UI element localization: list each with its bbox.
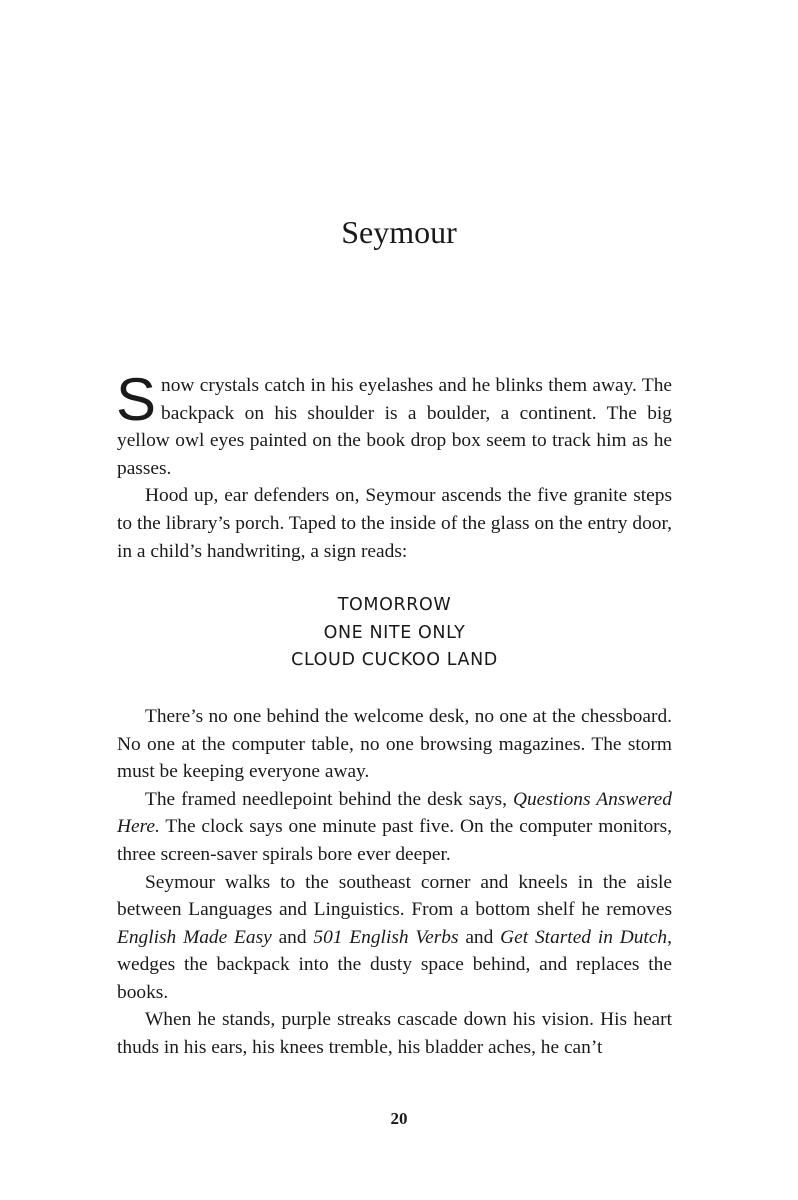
paragraph-5-text-b: and <box>271 926 314 948</box>
paragraph-3: There’s no one behind the welcome desk, no one at the chessboard. No one at the computer table, no one browsing magazines. The storm must be keeping everyone away. <box>117 705 672 783</box>
book-title-get-started-in-dutch: Get Started in Dutch <box>500 926 668 948</box>
chapter-title: Seymour <box>341 214 457 250</box>
paragraph-5-text-a: Seymour walks to the southeast corner and kneels in the aisle between Languages and Linguistics. From a bottom shelf he removes <box>117 871 672 921</box>
paragraph-5 <box>117 869 672 1007</box>
page-number: 20 <box>390 1109 408 1128</box>
paragraph-4-italic-a: Questions Answered Here. <box>117 788 672 838</box>
body-text <box>116 366 672 1062</box>
sign-line-3: CLOUD CUCKOO LAND <box>291 650 498 671</box>
sign-line-1: TOMORROW <box>337 595 452 616</box>
sign-line-2: ONE NITE ONLY <box>323 622 466 643</box>
sign-text <box>117 592 672 675</box>
paragraph-2: Hood up, ear defenders on, Seymour ascends the five granite steps to the library’s porch. Taped to the inside of the glass on the entry door, in a child’s handwriting, a sign reads: <box>117 485 672 562</box>
paragraph-6: When he stands, purple streaks cascade down his vision. His heart thuds in his ears, his knees tremble, his bladder aches, he can’t <box>117 1009 672 1059</box>
paragraph-1-text: now crystals catch in his eyelashes and he blinks them away. The backpack on his shoulder is a boulder, a continent. The big yellow owl eyes painted on the book drop box seem to track him as he passes. <box>117 375 672 479</box>
paragraph-5-text-d: , wedges the backpack into the dusty space behind, and replaces the books. <box>117 926 672 1003</box>
drop-cap: S <box>116 366 157 433</box>
book-title-501-english-verbs: 501 English Verbs <box>313 926 459 948</box>
paragraph-1 <box>116 366 672 482</box>
paragraph-4 <box>117 786 672 869</box>
paragraph-4-text-a: The framed needlepoint behind the desk says, <box>145 788 513 810</box>
paragraph-4-text-b: The clock says one minute past five. On the computer monitors, three screen-saver spirals bore ever deeper. <box>117 816 672 865</box>
paragraph-5-text-c: and <box>458 926 501 948</box>
book-title-english-made-easy: English Made Easy <box>117 926 272 948</box>
